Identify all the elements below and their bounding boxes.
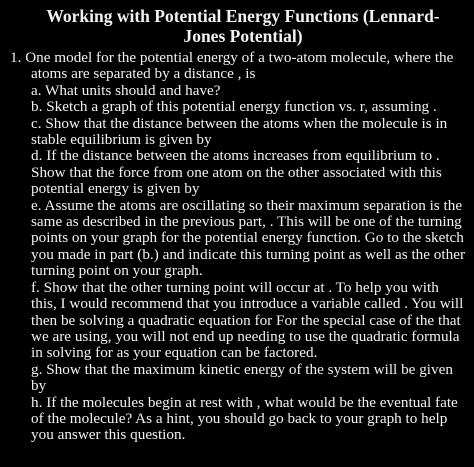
document-title (10, 6, 462, 46)
question-f-line: we are using, you will not end up needing to use the quadratic formula (31, 327, 460, 345)
question-f-line: f. Show that the other turning point will occur at . To help you with (31, 278, 439, 296)
title-line-2: Jones Potential) (183, 26, 303, 46)
question-f-line: in solving for as your equation can be factored. (31, 344, 318, 362)
question-c-line: c. Show that the distance between the atoms when the molecule is in (31, 114, 448, 132)
question-e-line: turning point on your graph. (31, 262, 203, 280)
question-e-line: e. Assume the atoms are oscillating so their maximum separation is the (31, 196, 463, 214)
question-d-line: potential energy is given by (31, 180, 200, 198)
problem-intro-line: 1. One model for the potential energy of a two-atom molecule, where the (10, 49, 454, 66)
question-c-line: stable equilibrium is given by (31, 131, 212, 149)
title-line-1: Working with Potential Energy Functions (Lennard- (46, 6, 440, 26)
question-e-line: points on your graph for the potential energy function. Go to the sketch (31, 229, 464, 247)
question-g-line: g. Show that the maximum kinetic energy of the system will be given (31, 360, 453, 378)
question-d-line: d. If the distance between the atoms increases from equilibrium to . (31, 147, 440, 165)
question-f-line: then be solving a quadratic equation for For the special case of the that (31, 311, 461, 329)
question-e-line: you made in part (b.) and indicate this turning point as well as the other (31, 245, 466, 263)
question-d-line: Show that the force from one atom on the other associated with this (31, 163, 442, 181)
question-f-line: this, I would recommend that you introduce a variable called . You will (31, 295, 464, 313)
problem-body (10, 49, 466, 444)
question-g-line: by (31, 377, 47, 395)
question-a-line: a. What units should and have? (31, 81, 221, 99)
question-h-line: h. If the molecules begin at rest with , what would be the eventual fate (31, 393, 458, 411)
problem-text-line: atoms are separated by a distance , is (31, 65, 256, 83)
question-e-line: same as described in the previous part, . This will be one of the turning (31, 213, 462, 231)
question-h-line: of the molecule? As a hint, you should go back to your graph to help (31, 409, 448, 427)
question-h-line: you answer this question. (31, 426, 186, 444)
question-b-line: b. Sketch a graph of this potential energy function vs. r, assuming . (31, 98, 437, 116)
